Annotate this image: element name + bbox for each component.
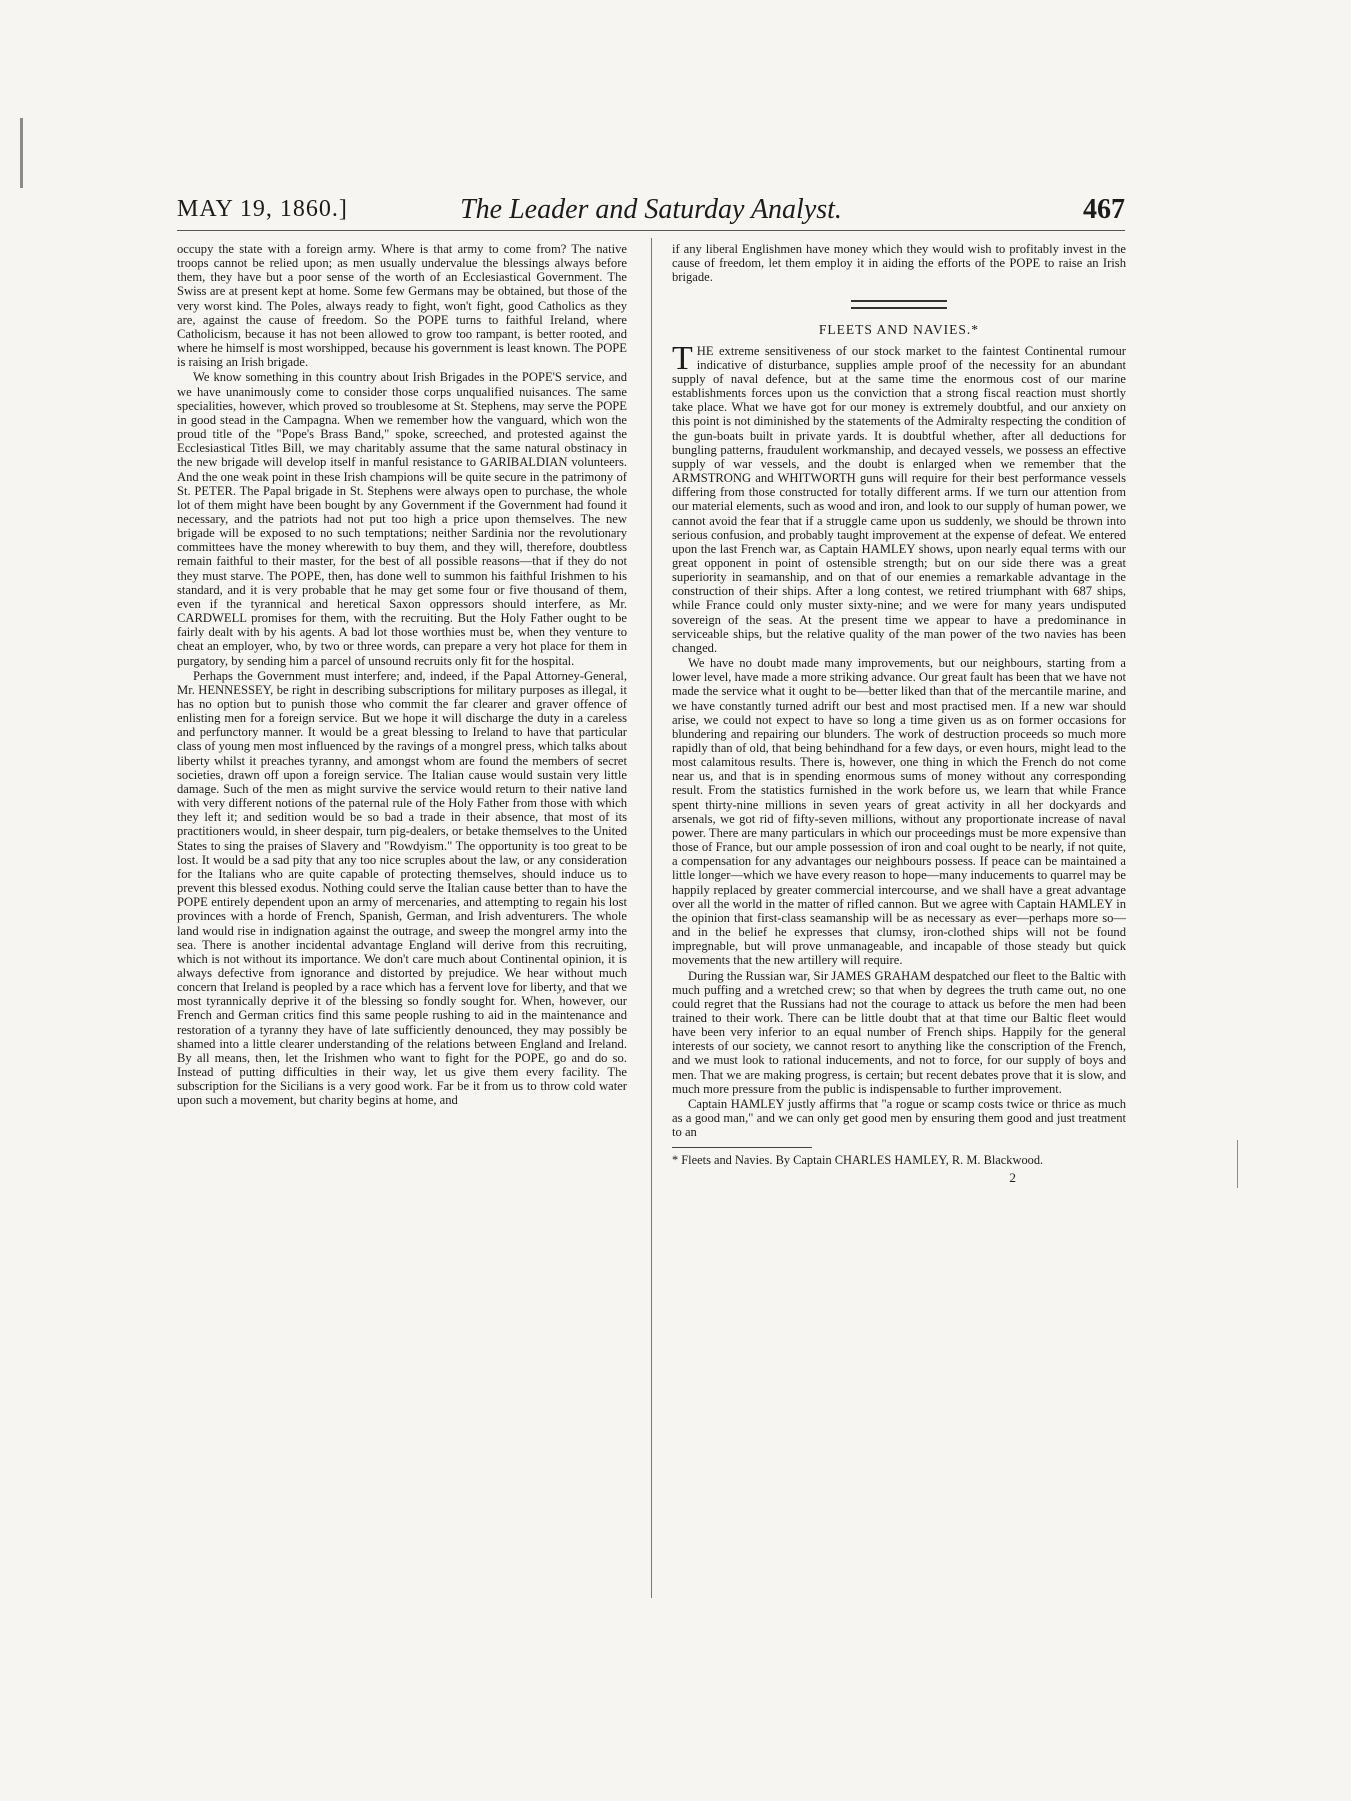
page-number: 467 [1083,194,1125,225]
column-divider [651,238,652,1598]
footnote-rule [672,1147,812,1148]
article-paragraph: Perhaps the Government must interfere; and, indeed, if the Papal Attorney-General, Mr. HENNESSEY, be right in describing subscriptions for military purposes as illegal, it has no option but to punish those who commit the far clearer and graver offence of enlisting men for a foreign service. But we hope it will discharge the duty in a careless and perfunctory manner. It would be a great blessing to Ireland to have that particular class of young men most influenced by the ravings of a mongrel press, which talks about liberty whilst it preaches tyranny, and amongst whom are found the members of secret societies, drawn off upon a foreign service. The Italian cause would sustain very little damage. Such of the men as might survive the service would return to their native land with very different notions of the paternal rule of the Holy Father from those with which they left it; and sedition would be so bad a trade in their absence, that most of its practitioners would, in sheer despair, turn pig-dealers, or betake themselves to the United States to sing the praises of Slavery and "Rowdyism." The opportunity is too great to be lost. It would be a sad pity that any too nice scruples about the law, or any consideration for the Italians who are quite capable of protecting themselves, should induce us to prevent this blessed exodus. Nothing could serve the Italian cause better than to have the POPE entirely dependent upon an army of mercenaries, and attempting to regain his lost provinces with a horde of French, Spanish, German, and Irish adventurers. The whole land would rise in indignation against the outrage, and sweep the mongrel army into the sea. There is another incidental advantage England will derive from this recruiting, which is not without its importance. We don't care much about Continental opinion, it is always defective from ignorance and distorted by prejudice. We hear without much concern that Ireland is peopled by a race which has a fervent love for liberty, and that we most tyrannically deprive it of the blessing so fondly sought for. When, however, our French and German critics find this same people rushing to aid in the maintenance and restoration of a tyranny they have of late sufficiently denounced, they may possibly be shamed into a little clearer understanding of the relations between England and Ireland. By all means, then, let the Irishmen who want to fight for the POPE, go and do so. Instead of putting difficulties in their way, let us give them every facility. The subscription for the Sicilians is a very good work. Far be it from us to throw cold water upon such a movement, but charity begins at home, and [177,668,627,1108]
drop-cap: T [672,339,693,377]
signature-mark: 2 [1009,1170,1016,1186]
section-title-text: FLEETS AND NAVIES.* [818,322,980,338]
page-header [177,194,1125,231]
article-paragraph: We have no doubt made many improvements, but our neighbours, starting from a lower level, have made a more striking advance. Our great fault has been that we have not made the service what it ought to be—better liked than that of the mercantile marine, and we have constantly turned adrift our best and most practised men. If a new war should arise, we could not expect to have so long a time given us as on former occasions for blundering and repairing our blunders. The work of destruction proceeds so much more rapidly than of old, that being behindhand for a few days, or even hours, might lead to the most calamitous results. There is, however, one thing in which the French do not come near us, and that is in spending enormous sums of money without any corresponding result. From the statistics furnished in the work before us, we learn that while France spent thirty-nine millions in seven years of great activity in all her dockyards and arsenals, we got rid of fifty-seven millions, without any proportionate increase of naval power. There are many particulars in which our proceedings must be more expensive than those of France, but our ample possession of iron and coal ought to be nearly, if not quite, a compensation for any advantages our neighbours possess. If peace can be maintained a little longer—which we have every reason to hope—many inducements to quarrel may be happily replaced by greater commercial intercourse, and we shall have a great advantage over all the world in the matter of rifled cannon. But we agree with Captain HAMLEY in the opinion that first-class seamanship will be as necessary as ever—perhaps more so—and in the belief he expresses that clumsy, iron-clothed ships will not be found impregnable, but will prove unmanageable, and incapable of those steady but quick movements that the new artillery will require. [672,656,1126,968]
publication-title: The Leader and Saturday Analyst. [460,194,842,225]
section-title [672,323,1126,337]
footnote: * Fleets and Navies. By Captain CHARLES HAMLEY, R. M. Blackwood. [672,1153,1044,1168]
margin-pencil-mark [1237,1140,1238,1188]
article-continuation: if any liberal Englishmen have money which they would wish to profitably invest in the cause of freedom, let them employ it in aiding the efforts of the POPE to raise an Irish brigade. [672,242,1126,285]
article-paragraph: occupy the state with a foreign army. Where is that army to come from? The native troops cannot be relied upon; as men usually undervalue the blessings always before them, they have but a poor sense of the worth of an Ecclesiastical Government. The Swiss are at present kept at home. Some few Germans may be obtained, but those of the very worst kind. The Poles, always ready to fight, won't fight, good Catholics as they are, against the cause of freedom. So the POPE turns to faithful Ireland, where Catholicism, because it has not been allowed to grow too rampant, is better rooted, and where he himself is most worshipped, because his government is least known. The POPE is raising an Irish brigade. [177,242,627,370]
issue-date: MAY 19, 1860.] [177,196,348,222]
right-column [672,242,1126,1186]
paragraph-text: HE extreme sensitiveness of our stock market to the faintest Continental rumour indicative of disturbance, supplies ample proof of the necessity for an abundant supply of naval defence, but at the same time the enormous cost of our marine establishments forces upon us the conviction that a strong fiscal reaction must shortly take place. What we have got for our money is extremely doubtful, and our anxiety on this point is not diminished by the statements of the Admiralty respecting the condition of the gun-boats built in private yards. It is doubtful whether, after all deductions for bungling patterns, fraudulent workmanship, and decayed vessels, we possess an effective supply of war vessels, and the doubt is enlarged when we remember that the ARMSTRONG and WHITWORTH guns will require for their best performance vessels differing from those constructed for totally different arms. If we turn our attention from our material elements, such as wood and iron, and look to our supply of human power, we cannot avoid the fear that if a struggle came upon us suddenly, we should be thrown into serious confusion, and probably taught improvement at the expense of defeat. We entered upon the last French war, as Captain HAMLEY shows, upon nearly equal terms with our great opponent in point of ostensible strength; but on our side there was a great superiority in seamanship, and on that of our enemies a remarkable advantage in the construction of their ships. After a long contest, we retired triumphant with 687 ships, while France could only muster sixty-nine; and we were for many years undisputed sovereign of the seas. At the present time we appear to have a predominance in serviceable ships, but the relative quality of the man power of the two navies has been changed. [672,343,1126,655]
section-separator [851,300,947,309]
left-column [177,242,627,1109]
article-paragraph: During the Russian war, Sir JAMES GRAHAM despatched our fleet to the Baltic with much puffing and a wretched crew; so that when by degrees the truth came out, no one could regret that the Russians had not the courage to attack us before the men had been trained to their work. There can be little doubt that at that time our Baltic fleet would have been very inferior to an equal number of French ships. Happily for the general interests of our society, we cannot resort to anything like the conscription of the French, and we must look to rational inducements, and not to force, for our supply of boys and men. That we are making progress, is certain; but recent debates prove that it is slow, and much more pressure from the public is indispensable to further improvement. [672,968,1126,1096]
article-paragraph [672,339,1126,655]
article-paragraph: We know something in this country about Irish Brigades in the POPE'S service, and we have unanimously come to consider those corps unqualified nuisances. The same specialities, however, which proved so troublesome at St. Stephens, may serve the POPE in good stead in the Campagna. When we remember how the vanguard, which won the proud title of the "Pope's Brass Band," spoke, screeched, and protested against the Ecclesiastical Titles Bill, we may charitably assume that the same natural obstinacy in the new brigade will develop itself in manful resistance to GARIBALDIAN volunteers. And the one weak point in these Irish champions will be quite secure in the patrimony of St. PETER. The Papal brigade in St. Stephens were always open to purchase, the whole lot of them might have been bought by any Government if the Government had found it necessary, and the patriots had not put too high a price upon themselves. The new brigade will be exposed to no such temptations; neither Sardinia nor the revolutionary committees have the money wherewith to buy them, and they will, therefore, doubtless remain faithful to their master, for the best of all possible reasons—that if they do not they must starve. The POPE, then, has done well to summon his faithful Irishmen to his standard, and it is very probable that he may get some four or five thousand of them, even if the tyrannical and heretical Saxon oppressors should interfere, as Mr. CARDWELL promises for them, with the recruiting. But the Holy Father ought to be fairly dealt with by his agents. A bad lot those worthies must be, when they venture to cheat an employer, who, by two or three words, can prepare a very hot place for them in purgatory, by sending him a parcel of unsound recruits only fit for the hospital. [177,370,627,668]
article-paragraph: Captain HAMLEY justly affirms that "a rogue or scamp costs twice or thrice as much as a good man," and we can only get good men by ensuring them good and just treatment to an [672,1096,1126,1140]
margin-ink-mark [20,118,23,188]
